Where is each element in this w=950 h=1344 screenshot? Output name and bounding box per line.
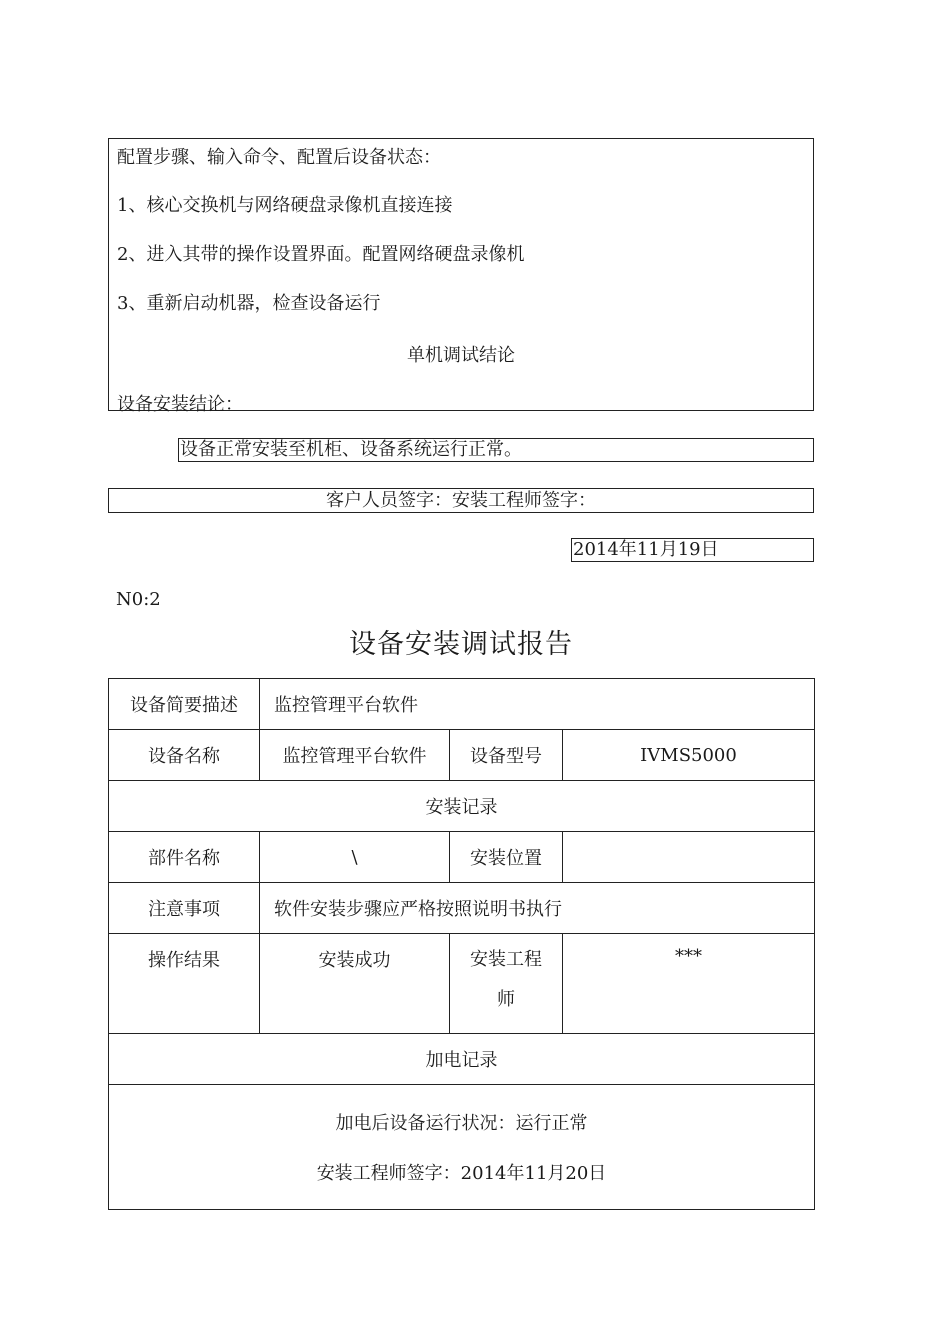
desc-label: 设备简要描述 <box>109 679 260 730</box>
table-row <box>109 1085 815 1210</box>
signature-line: 客户人员签字：安装工程师签字： <box>108 488 814 513</box>
table-row <box>109 832 815 883</box>
table-row <box>109 679 815 730</box>
single-test-label: 单机调试结论 <box>407 345 515 366</box>
notes-value: 软件安装步骤应严格按照说明书执行 <box>260 883 815 934</box>
engineer-value: *** <box>563 934 815 1034</box>
name-label: 设备名称 <box>109 730 260 781</box>
engineer-label-line-2: 师 <box>497 989 515 1010</box>
model-value: IVMS5000 <box>563 730 815 781</box>
power-status: 加电后设备运行状况：运行正常 <box>335 1113 588 1134</box>
power-signature: 安装工程师签字：2014年11月20日 <box>316 1163 607 1184</box>
conclusion-text: 设备正常安装至机柜、设备系统运行正常。 <box>178 438 814 462</box>
engineer-label <box>450 934 563 1034</box>
power-record-cell <box>109 1085 815 1210</box>
config-step-2: 2、进入其带的操作设置界面。配置网络硬盘录像机 <box>117 244 525 265</box>
config-step-1: 1、核心交换机与网络硬盘录像机直接连接 <box>117 195 453 216</box>
location-value <box>563 832 815 883</box>
name-value: 监控管理平台软件 <box>260 730 450 781</box>
install-conclusion-label: 设备安装结论： <box>117 394 243 415</box>
power-record-header: 加电记录 <box>109 1034 815 1085</box>
part-label: 部件名称 <box>109 832 260 883</box>
desc-value: 监控管理平台软件 <box>260 679 815 730</box>
install-record-header: 安装记录 <box>109 781 815 832</box>
table-row <box>109 781 815 832</box>
table-row <box>109 1034 815 1085</box>
result-value: 安装成功 <box>260 934 450 1034</box>
report-table <box>108 678 815 1210</box>
config-box <box>108 138 814 415</box>
part-value: \ <box>260 832 450 883</box>
table-row <box>109 883 815 934</box>
notes-label: 注意事项 <box>109 883 260 934</box>
report-number: N0:2 <box>116 589 161 610</box>
table-row <box>109 934 815 1034</box>
engineer-label-line-1: 安装工程 <box>470 949 542 970</box>
location-label: 安装位置 <box>450 832 563 883</box>
model-label: 设备型号 <box>450 730 563 781</box>
report-title: 设备安装调试报告 <box>349 629 573 660</box>
config-step-3: 3、重新启动机器，检查设备运行 <box>117 293 381 314</box>
config-heading: 配置步骤、输入命令、配置后设备状态： <box>117 147 441 168</box>
result-label: 操作结果 <box>109 934 260 1034</box>
date-field: 2014年11月19日 <box>571 538 814 562</box>
table-row <box>109 730 815 781</box>
